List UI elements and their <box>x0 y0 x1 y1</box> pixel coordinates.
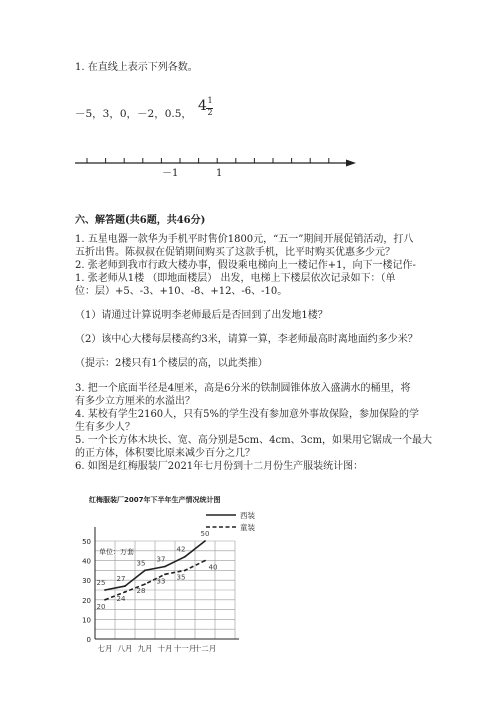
x-tick-label: 九月 <box>137 644 153 653</box>
y-tick-label: 50 <box>82 538 91 546</box>
unit-label: 单位：万套 <box>99 547 134 556</box>
data-point <box>164 566 166 568</box>
mixed-numerator: 1 <box>207 96 213 105</box>
data-label: 20 <box>96 602 106 611</box>
y-tick-label: 0 <box>86 636 91 644</box>
mixed-denominator: 2 <box>207 108 213 117</box>
y-tick-label: 20 <box>82 596 91 605</box>
problem-line: 生有多少人？ <box>75 422 135 433</box>
data-label: 25 <box>96 579 106 587</box>
problem-line: 五折出售。陈叔叔在促销期间购买了这款手机，比平时购买优惠多少元？ <box>75 247 395 258</box>
problem-line: 1. 张老师从1楼 （即地面楼层） 出发，电梯上下楼层依次记录如下：（单 <box>75 273 396 284</box>
problem-line: （1）请通过计算说明李老师最后是否回到了出发地1楼？ <box>75 310 328 321</box>
chart-title: 红梅服装厂2007年下半年生产情况统计图 <box>89 496 221 504</box>
axis-label-one: 1 <box>216 168 223 179</box>
x-tick-label: 十月 <box>157 644 173 653</box>
problem-line: 的正方体，体积要比原来减少百分之几？ <box>75 448 255 459</box>
data-label: 24 <box>116 594 126 603</box>
section-title: 六、解答题(共6题，共46分) <box>75 215 206 226</box>
data-point <box>204 540 206 542</box>
problem-line: 4. 某校有学生2160人，只有5%的学生没有参加意外事故保险，参加保险的学 <box>75 409 420 420</box>
problem-line: （提示：2楼只有1个楼层的高，以此类推） <box>75 358 268 369</box>
y-tick-label: 10 <box>82 616 91 625</box>
data-point <box>184 556 186 558</box>
mixed-whole: 4 <box>198 98 207 114</box>
y-tick-label: 40 <box>82 557 91 566</box>
data-label: 50 <box>200 530 210 538</box>
data-label: 33 <box>156 577 166 586</box>
q1-numbers: －5，3，0，－2，0.5， <box>75 108 192 120</box>
x-tick-label: 十一月 <box>173 644 197 653</box>
data-point <box>164 573 166 575</box>
x-tick-label: 八月 <box>117 644 133 653</box>
problem-line: 2. 张老师到我市行政大楼办事，假设乘电梯向上一楼记作+1，向下一楼记作- <box>75 260 416 271</box>
problem-line: （2）该中心大楼每层楼高约3米，请算一算，李老师最高时离地面约多少米？ <box>75 334 418 345</box>
x-tick-label: 七月 <box>97 644 113 653</box>
data-point <box>204 560 206 562</box>
problem-line: 6. 如图是红梅服装厂2021年七月份到十二月份生产服装统计图： <box>75 461 364 472</box>
q1-title: 1. 在直线上表示下列各数。 <box>75 62 198 73</box>
data-label: 35 <box>136 559 146 568</box>
y-tick-label: 30 <box>82 577 91 586</box>
problem-line: 位：层）+5、-3、+10、-8、+12、-6、-10。 <box>75 286 288 297</box>
axis-label-neg-one: －1 <box>162 168 179 179</box>
data-point <box>124 591 126 593</box>
data-label: 35 <box>176 573 186 582</box>
data-point <box>124 585 126 587</box>
problem-line: 3. 把一个底面半径是4厘米，高是6分米的铁制圆锥体放入盛满水的桶里，将 <box>75 383 411 394</box>
legend-label: 西装 <box>240 511 255 520</box>
data-label: 40 <box>208 563 218 572</box>
data-point <box>104 599 106 601</box>
data-label: 28 <box>136 587 146 596</box>
data-label: 42 <box>176 545 186 554</box>
problem-line: 1. 五星电器一款华为手机平时售价1800元，“五一”期间开展促销活动，打八 <box>75 234 414 245</box>
x-tick-label: 十二月 <box>193 644 217 653</box>
data-label: 37 <box>156 555 166 564</box>
problem-line: 有多少立方厘米的水溢出？ <box>75 396 195 407</box>
legend-label: 童装 <box>240 523 255 532</box>
problem-line: 5. 一个长方体木块长、宽、高分别是5cm、4cm、3cm，如果用它锯成一个最大 <box>75 435 433 446</box>
data-label: 27 <box>116 575 126 584</box>
data-point <box>144 583 146 585</box>
data-point <box>104 589 106 591</box>
data-point <box>144 570 146 572</box>
data-point <box>184 570 186 572</box>
